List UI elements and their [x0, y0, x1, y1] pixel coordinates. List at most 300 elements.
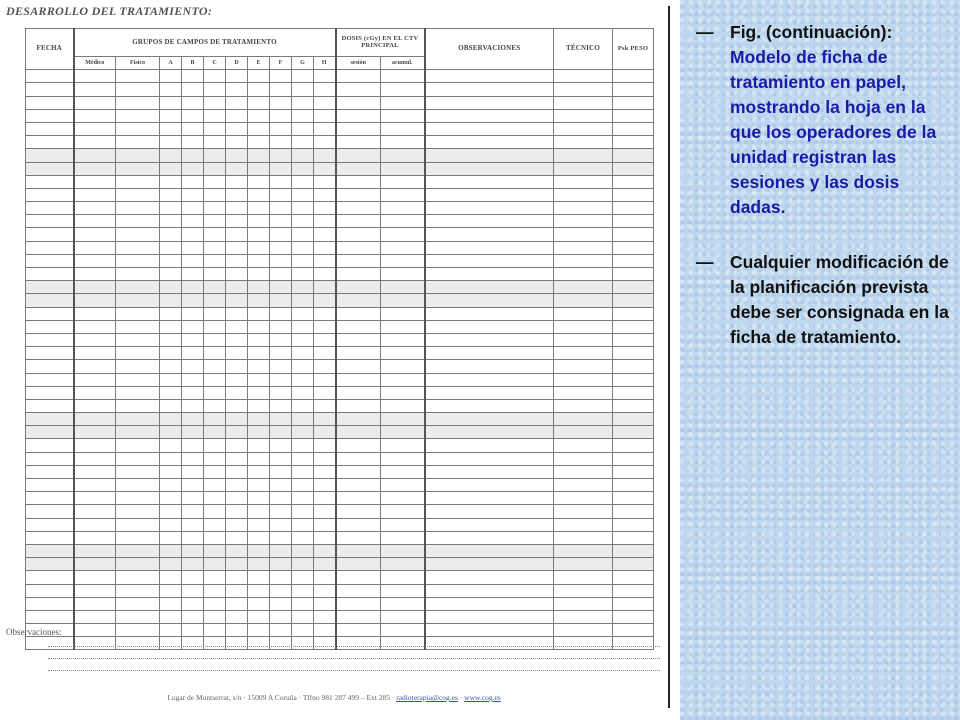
table-cell	[204, 241, 226, 254]
table-cell	[314, 386, 336, 399]
table-cell	[292, 228, 314, 241]
table-row	[26, 268, 654, 281]
table-cell	[336, 452, 381, 465]
table-cell	[425, 452, 554, 465]
table-cell	[425, 558, 554, 571]
table-cell	[182, 544, 204, 557]
table-cell	[336, 505, 381, 518]
table-cell	[182, 307, 204, 320]
table-cell	[74, 96, 116, 109]
table-cell	[248, 479, 270, 492]
table-cell	[26, 149, 74, 162]
table-cell	[292, 624, 314, 637]
footer-email-link[interactable]: radioterapia@cog.es	[396, 693, 458, 702]
table-cell	[74, 281, 116, 294]
table-cell	[292, 294, 314, 307]
table-cell	[248, 492, 270, 505]
table-cell	[74, 228, 116, 241]
table-cell	[270, 347, 292, 360]
table-cell	[270, 307, 292, 320]
table-cell	[381, 122, 425, 135]
table-cell	[270, 320, 292, 333]
table-cell	[270, 228, 292, 241]
table-cell	[116, 320, 160, 333]
table-cell	[270, 465, 292, 478]
table-cell	[554, 83, 613, 96]
table-cell	[74, 215, 116, 228]
table-cell	[248, 281, 270, 294]
table-cell	[160, 544, 182, 557]
table-cell	[160, 558, 182, 571]
table-cell	[204, 505, 226, 518]
table-cell	[270, 399, 292, 412]
table-cell	[26, 571, 74, 584]
table-cell	[613, 83, 654, 96]
table-cell	[381, 149, 425, 162]
table-cell	[74, 558, 116, 571]
table-cell	[314, 426, 336, 439]
table-cell	[182, 413, 204, 426]
table-cell	[425, 465, 554, 478]
table-cell	[292, 571, 314, 584]
table-cell	[381, 136, 425, 149]
table-cell	[182, 254, 204, 267]
table-cell	[226, 492, 248, 505]
table-cell	[270, 505, 292, 518]
table-cell	[381, 637, 425, 650]
table-cell	[204, 624, 226, 637]
table-cell	[160, 492, 182, 505]
table-cell	[314, 294, 336, 307]
table-cell	[204, 518, 226, 531]
form-footer	[0, 693, 668, 702]
table-cell	[425, 637, 554, 650]
table-cell	[270, 149, 292, 162]
table-cell	[160, 597, 182, 610]
table-cell	[292, 544, 314, 557]
table-cell	[226, 465, 248, 478]
footer-separator: ·	[459, 693, 463, 702]
table-cell	[116, 96, 160, 109]
subheader-a: A	[160, 57, 182, 70]
table-cell	[74, 347, 116, 360]
form-title: DESARROLLO DEL TRATAMIENTO:	[6, 4, 213, 18]
table-cell	[270, 558, 292, 571]
table-cell	[292, 531, 314, 544]
table-cell	[554, 96, 613, 109]
table-cell	[226, 188, 248, 201]
table-cell	[74, 162, 116, 175]
table-cell	[248, 531, 270, 544]
table-cell	[270, 518, 292, 531]
table-cell	[314, 505, 336, 518]
table-cell	[26, 637, 74, 650]
table-cell	[336, 492, 381, 505]
table-cell	[425, 518, 554, 531]
bullet-dash: —	[696, 22, 714, 42]
table-cell	[381, 254, 425, 267]
table-cell	[74, 109, 116, 122]
table-cell	[381, 347, 425, 360]
table-cell	[116, 254, 160, 267]
table-row	[26, 439, 654, 452]
table-cell	[204, 492, 226, 505]
table-cell	[336, 136, 381, 149]
table-cell	[116, 215, 160, 228]
table-cell	[26, 333, 74, 346]
table-cell	[336, 373, 381, 386]
table-cell	[116, 281, 160, 294]
table-cell	[226, 426, 248, 439]
table-cell	[160, 268, 182, 281]
table-cell	[381, 268, 425, 281]
table-cell	[160, 505, 182, 518]
subheader-c: C	[204, 57, 226, 70]
table-cell	[336, 518, 381, 531]
table-cell	[182, 268, 204, 281]
table-cell	[182, 597, 204, 610]
table-cell	[554, 544, 613, 557]
table-cell	[292, 188, 314, 201]
table-cell	[336, 188, 381, 201]
table-cell	[226, 228, 248, 241]
table-cell	[292, 320, 314, 333]
table-cell	[613, 637, 654, 650]
table-cell	[26, 281, 74, 294]
table-cell	[425, 215, 554, 228]
table-cell	[270, 96, 292, 109]
table-cell	[226, 109, 248, 122]
table-row	[26, 492, 654, 505]
table-cell	[381, 479, 425, 492]
table-cell	[336, 281, 381, 294]
table-cell	[314, 333, 336, 346]
table-cell	[270, 610, 292, 623]
table-cell	[248, 215, 270, 228]
table-cell	[74, 188, 116, 201]
table-cell	[74, 254, 116, 267]
table-cell	[292, 241, 314, 254]
table-row	[26, 228, 654, 241]
table-row	[26, 399, 654, 412]
table-cell	[160, 465, 182, 478]
table-cell	[613, 479, 654, 492]
table-cell	[425, 333, 554, 346]
table-cell	[74, 413, 116, 426]
table-cell	[425, 360, 554, 373]
table-cell	[314, 202, 336, 215]
table-cell	[26, 360, 74, 373]
table-cell	[381, 360, 425, 373]
table-cell	[554, 399, 613, 412]
table-cell	[160, 162, 182, 175]
table-cell	[226, 268, 248, 281]
table-cell	[74, 637, 116, 650]
table-cell	[613, 386, 654, 399]
table-cell	[160, 333, 182, 346]
table-cell	[204, 571, 226, 584]
table-cell	[314, 637, 336, 650]
table-cell	[74, 439, 116, 452]
table-cell	[613, 294, 654, 307]
table-cell	[336, 268, 381, 281]
table-cell	[381, 294, 425, 307]
table-cell	[160, 531, 182, 544]
table-cell	[425, 531, 554, 544]
table-cell	[160, 426, 182, 439]
table-cell	[74, 360, 116, 373]
table-cell	[226, 373, 248, 386]
table-cell	[226, 413, 248, 426]
table-cell	[248, 333, 270, 346]
table-cell	[554, 281, 613, 294]
table-cell	[613, 597, 654, 610]
table-cell	[116, 505, 160, 518]
table-cell	[160, 254, 182, 267]
table-cell	[270, 109, 292, 122]
table-cell	[381, 597, 425, 610]
table-cell	[613, 320, 654, 333]
table-cell	[554, 188, 613, 201]
table-cell	[381, 83, 425, 96]
table-cell	[74, 452, 116, 465]
subheader-g: G	[292, 57, 314, 70]
table-cell	[381, 241, 425, 254]
table-row	[26, 320, 654, 333]
table-cell	[336, 426, 381, 439]
table-row	[26, 558, 654, 571]
table-cell	[26, 70, 74, 83]
table-cell	[270, 373, 292, 386]
table-cell	[270, 531, 292, 544]
table-cell	[74, 373, 116, 386]
table-cell	[204, 531, 226, 544]
table-cell	[74, 320, 116, 333]
caption-panel	[680, 0, 960, 720]
table-cell	[204, 333, 226, 346]
table-cell	[270, 479, 292, 492]
table-cell	[381, 558, 425, 571]
table-cell	[248, 584, 270, 597]
table-cell	[182, 83, 204, 96]
table-cell	[270, 571, 292, 584]
observation-line	[48, 670, 660, 671]
table-cell	[381, 584, 425, 597]
table-cell	[270, 136, 292, 149]
table-cell	[314, 122, 336, 135]
table-cell	[292, 109, 314, 122]
table-row	[26, 188, 654, 201]
table-cell	[554, 624, 613, 637]
table-cell	[182, 399, 204, 412]
table-cell	[26, 122, 74, 135]
table-cell	[314, 188, 336, 201]
table-cell	[314, 96, 336, 109]
table-cell	[425, 544, 554, 557]
table-cell	[314, 518, 336, 531]
table-cell	[226, 452, 248, 465]
table-cell	[381, 531, 425, 544]
table-cell	[613, 228, 654, 241]
table-cell	[270, 439, 292, 452]
table-cell	[314, 228, 336, 241]
table-cell	[314, 399, 336, 412]
table-cell	[613, 439, 654, 452]
table-cell	[204, 268, 226, 281]
table-cell	[381, 162, 425, 175]
table-cell	[336, 584, 381, 597]
table-cell	[74, 268, 116, 281]
table-cell	[336, 70, 381, 83]
table-cell	[26, 202, 74, 215]
table-cell	[292, 162, 314, 175]
table-cell	[248, 360, 270, 373]
table-row	[26, 149, 654, 162]
table-cell	[204, 465, 226, 478]
table-cell	[226, 254, 248, 267]
table-cell	[116, 268, 160, 281]
table-cell	[336, 149, 381, 162]
table-cell	[425, 624, 554, 637]
table-cell	[116, 228, 160, 241]
table-cell	[336, 558, 381, 571]
table-cell	[270, 333, 292, 346]
table-cell	[336, 320, 381, 333]
table-cell	[292, 439, 314, 452]
table-cell	[292, 307, 314, 320]
table-cell	[160, 413, 182, 426]
table-cell	[425, 70, 554, 83]
table-cell	[336, 571, 381, 584]
table-cell	[116, 202, 160, 215]
table-cell	[381, 610, 425, 623]
treatment-log-table	[25, 28, 654, 650]
table-cell	[26, 386, 74, 399]
table-cell	[26, 241, 74, 254]
table-row	[26, 136, 654, 149]
table-cell	[248, 202, 270, 215]
table-cell	[613, 413, 654, 426]
table-cell	[336, 215, 381, 228]
table-cell	[381, 333, 425, 346]
table-row	[26, 175, 654, 188]
table-row	[26, 333, 654, 346]
table-cell	[613, 281, 654, 294]
table-cell	[74, 492, 116, 505]
table-row	[26, 413, 654, 426]
table-cell	[204, 215, 226, 228]
table-cell	[425, 597, 554, 610]
table-cell	[381, 215, 425, 228]
table-cell	[270, 281, 292, 294]
table-cell	[116, 149, 160, 162]
table-cell	[226, 307, 248, 320]
table-cell	[182, 452, 204, 465]
table-cell	[182, 175, 204, 188]
footer-website-link[interactable]: www.cog.es	[464, 693, 501, 702]
table-row	[26, 584, 654, 597]
table-cell	[270, 254, 292, 267]
table-cell	[160, 109, 182, 122]
table-cell	[314, 136, 336, 149]
table-cell	[425, 136, 554, 149]
table-cell	[336, 228, 381, 241]
table-row	[26, 347, 654, 360]
table-cell	[425, 281, 554, 294]
table-cell	[554, 122, 613, 135]
table-cell	[314, 347, 336, 360]
table-row	[26, 162, 654, 175]
table-cell	[116, 399, 160, 412]
table-cell	[204, 413, 226, 426]
table-cell	[26, 188, 74, 201]
table-cell	[26, 228, 74, 241]
vertical-divider	[668, 6, 670, 708]
header-fecha: FECHA	[26, 29, 74, 70]
table-cell	[554, 268, 613, 281]
table-cell	[292, 479, 314, 492]
table-cell	[292, 347, 314, 360]
table-cell	[554, 228, 613, 241]
table-cell	[160, 399, 182, 412]
table-cell	[204, 479, 226, 492]
table-cell	[381, 426, 425, 439]
table-cell	[226, 175, 248, 188]
table-cell	[270, 492, 292, 505]
caption-bullet	[696, 20, 956, 220]
table-cell	[554, 347, 613, 360]
header-dosis: DOSIS (cGy) EN EL CTV PRINCIPAL	[336, 29, 425, 57]
table-cell	[336, 439, 381, 452]
bullet-dash: —	[696, 252, 714, 272]
table-cell	[554, 518, 613, 531]
table-cell	[613, 136, 654, 149]
table-cell	[554, 584, 613, 597]
table-cell	[160, 149, 182, 162]
table-cell	[381, 439, 425, 452]
table-cell	[204, 597, 226, 610]
table-cell	[381, 518, 425, 531]
table-cell	[270, 188, 292, 201]
table-cell	[226, 320, 248, 333]
table-cell	[314, 531, 336, 544]
table-cell	[182, 479, 204, 492]
table-cell	[26, 531, 74, 544]
table-cell	[204, 254, 226, 267]
table-cell	[381, 281, 425, 294]
table-cell	[204, 386, 226, 399]
table-cell	[226, 531, 248, 544]
table-cell	[160, 96, 182, 109]
table-cell	[182, 373, 204, 386]
table-cell	[248, 505, 270, 518]
table-cell	[116, 637, 160, 650]
table-cell	[554, 426, 613, 439]
table-cell	[613, 202, 654, 215]
table-cell	[116, 426, 160, 439]
table-cell	[381, 96, 425, 109]
table-cell	[248, 399, 270, 412]
table-cell	[248, 162, 270, 175]
table-cell	[554, 307, 613, 320]
table-cell	[74, 584, 116, 597]
table-cell	[613, 96, 654, 109]
table-cell	[554, 333, 613, 346]
caption-note: Cualquier modificación de la planificación prevista debe ser consignada en la ficha de tratamiento.	[730, 252, 949, 347]
table-cell	[554, 136, 613, 149]
table-cell	[226, 518, 248, 531]
table-cell	[248, 268, 270, 281]
